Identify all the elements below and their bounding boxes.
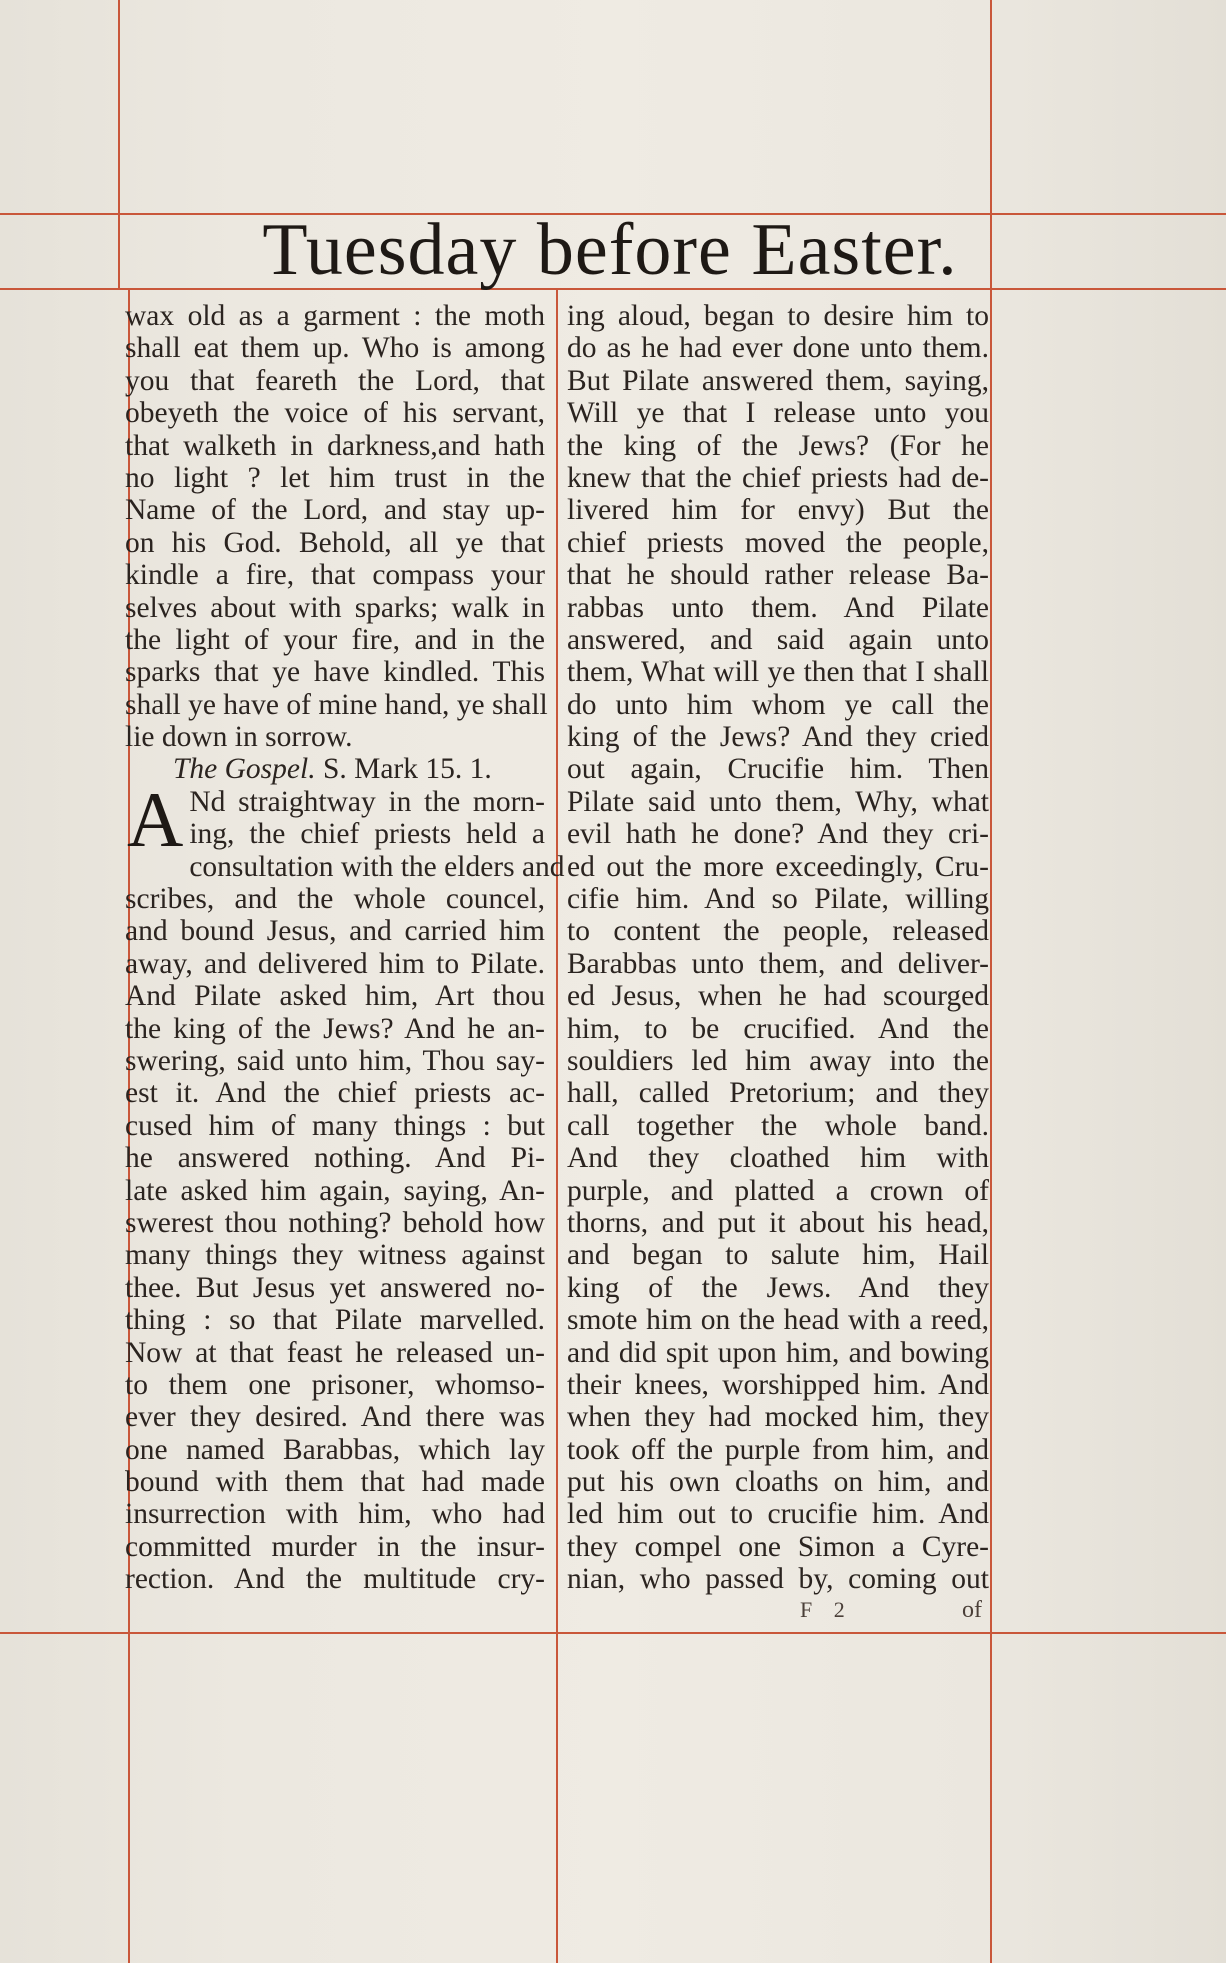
text-line: the king of the Jews? And he an- (125, 1012, 545, 1045)
text-line: ing aloud, began to desire him to (567, 300, 989, 332)
text-line: him, to be crucified. And the (567, 1012, 989, 1045)
text-line: led him out to crucifie him. And (567, 1498, 989, 1531)
text-line: to content the people, released (567, 915, 989, 948)
text-line: souldiers led him away into the (567, 1044, 989, 1077)
text-line: many things they witness against (125, 1239, 545, 1272)
text-line: ed Jesus, when he had scourged (567, 980, 989, 1013)
text-line: evil hath he done? And they cri- (567, 818, 989, 851)
text-line: chief priests moved the people, (567, 526, 989, 559)
catchword: of (962, 1597, 982, 1623)
text-line: sparks that ye have kindled. This (125, 656, 545, 689)
text-line: consultation with the elders and (189, 850, 565, 883)
text-line: their knees, worshipped him. And (567, 1368, 989, 1401)
text-line: answered, and said again unto (567, 623, 989, 656)
text-line: Will ye that I release unto you (567, 397, 989, 430)
text-line: thee. But Jesus yet answered no- (125, 1271, 545, 1304)
text-line: no light ? let him trust in the (125, 461, 545, 494)
text-line: the light of your fire, and in the (125, 623, 545, 656)
text-line: out again, Crucifie him. Then (567, 753, 989, 786)
text-line: lie down in sorrow. (125, 721, 353, 754)
text-line: ever they desired. And there was (125, 1401, 545, 1434)
center-rule (556, 288, 558, 1963)
text-line: and began to salute him, Hail (567, 1239, 989, 1272)
right-column (567, 300, 989, 1596)
text-line: he answered nothing. And Pi- (125, 1142, 545, 1175)
text-line: bound with them that had made (125, 1466, 545, 1499)
text-line: rabbas unto them. And Pilate (567, 591, 989, 624)
text-line: Barabbas unto them, and deliver- (567, 947, 989, 980)
text-line: on his God. Behold, all ye that (125, 526, 545, 559)
text-line: But Pilate answered them, saying, (567, 364, 989, 397)
text-line: away, and delivered him to Pilate. (125, 947, 545, 980)
text-line: livered him for envy) But the (567, 494, 989, 527)
right-text-rule (990, 0, 992, 1963)
drop-cap-paragraph (125, 775, 545, 863)
page-title: Tuesday before Easter. (262, 209, 958, 291)
text-line: scribes, and the whole councel, (125, 883, 545, 916)
drop-cap: A (127, 775, 184, 863)
text-line: one named Barabbas, which lay (125, 1433, 545, 1466)
text-line: shall ye have of mine hand, ye shall (125, 688, 548, 721)
text-line: cused him of many things : but (125, 1109, 545, 1142)
text-line: you that feareth the Lord, that (125, 364, 545, 397)
text-line: nian, who passed by, coming out (567, 1563, 989, 1596)
text-line: that he should rather release Ba- (567, 559, 989, 592)
text-line: they compel one Simon a Cyre- (567, 1530, 989, 1563)
text-line: Now at that feast he released un- (125, 1336, 545, 1369)
text-line: do as he had ever done unto them. (567, 332, 989, 365)
text-line: ing, the chief priests held a (189, 818, 545, 851)
text-line: Nd straightway in the morn- (189, 785, 545, 818)
gospel-label: The Gospel. (173, 753, 316, 786)
text-line: king of the Jews. And they (567, 1271, 989, 1304)
signature-mark: F 2 (800, 1597, 853, 1622)
text-line: kindle a fire, that compass your (125, 559, 545, 592)
text-line: took off the purple from him, and (567, 1433, 989, 1466)
text-line: thorns, and put it about his head, (567, 1206, 989, 1239)
text-line: shall eat them up. Who is among (125, 332, 545, 365)
text-line: Name of the Lord, and stay up- (125, 494, 545, 527)
text-line: knew that the chief priests had de- (567, 461, 989, 494)
text-line: swerest thou nothing? behold how (125, 1206, 545, 1239)
text-line: swering, said unto him, Thou say- (125, 1045, 545, 1077)
text-line: And Pilate asked him, Art thou (125, 980, 545, 1013)
text-line: insurrection with him, who had (125, 1498, 545, 1531)
text-line: cifie him. And so Pilate, willing (567, 883, 989, 916)
text-line: rection. And the multitude cry- (125, 1563, 545, 1596)
text-line: purple, and platted a crown of (567, 1174, 989, 1207)
text-line: to them one prisoner, whomso- (125, 1368, 545, 1401)
text-line: and did spit upon him, and bowing (567, 1336, 989, 1369)
text-line: obeyeth the voice of his servant, (125, 397, 545, 430)
gospel-heading (125, 753, 545, 785)
text-line: committed murder in the insur- (125, 1530, 545, 1563)
text-line: and bound Jesus, and carried him (125, 915, 545, 948)
text-line: smote him on the head with a reed, (567, 1304, 989, 1337)
text-line: the king of the Jews? (For he (567, 429, 989, 462)
text-line: when they had mocked him, they (567, 1401, 989, 1434)
text-line: do unto him whom ye call the (567, 688, 989, 721)
text-line: call together the whole band. (567, 1109, 989, 1142)
left-column (125, 300, 565, 1596)
text-line: king of the Jews? And they cried (567, 721, 989, 754)
text-line: wax old as a garment : the moth (125, 300, 545, 332)
text-line: late asked him again, saying, An- (125, 1174, 545, 1207)
text-line: ed out the more exceedingly, Cru- (567, 850, 989, 883)
text-line: selves about with sparks; walk in (125, 591, 545, 624)
text-line: put his own cloaths on him, and (567, 1466, 989, 1499)
text-line: est it. And the chief priests ac- (125, 1077, 545, 1110)
text-line: that walketh in darkness,and hath (125, 429, 545, 462)
text-line: hall, called Pretorium; and they (567, 1077, 989, 1110)
gospel-reference: S. Mark 15. 1. (315, 753, 492, 786)
text-line: And they cloathed him with (567, 1142, 989, 1175)
bottom-rule (0, 1632, 1226, 1634)
text-line: thing : so that Pilate marvelled. (125, 1304, 545, 1337)
text-line: them, What will ye then that I shall (567, 656, 989, 689)
text-line: Pilate said unto them, Why, what (567, 785, 989, 818)
